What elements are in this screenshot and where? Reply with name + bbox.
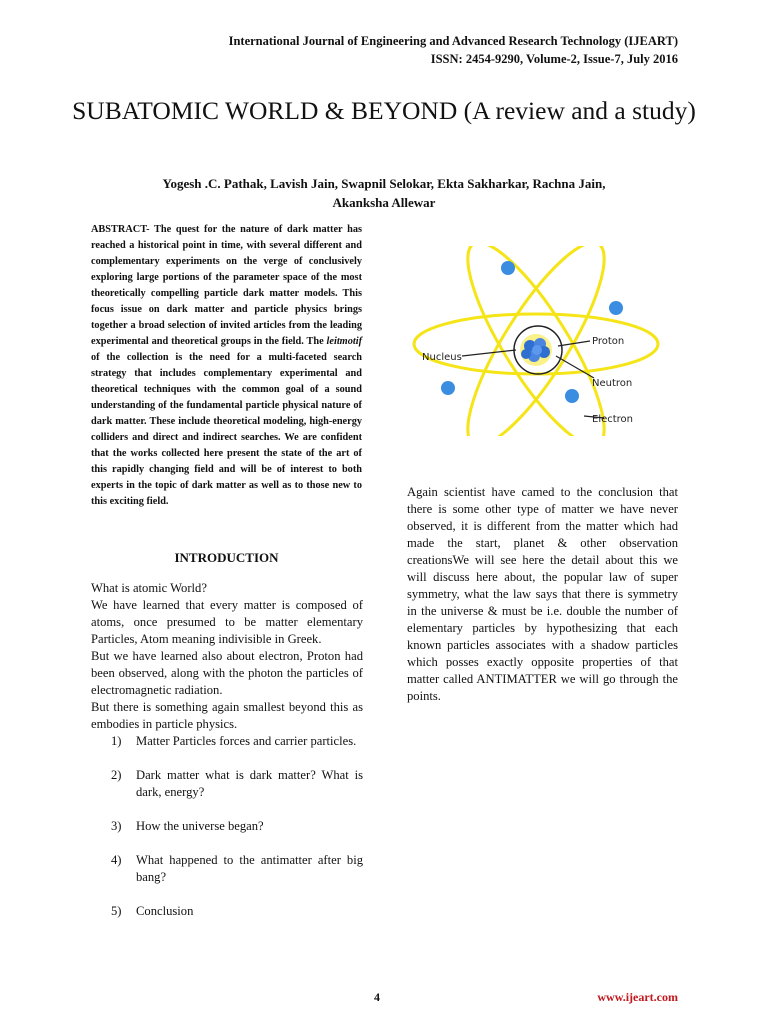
list-item-text: Conclusion bbox=[136, 904, 194, 918]
list-item-number: 1) bbox=[111, 734, 122, 748]
authors-line-2: Akanksha Allewar bbox=[332, 195, 436, 210]
neutron-label: Neutron bbox=[592, 378, 633, 389]
right-column-paragraph: Again scientist have camed to the conclusion that there is some other type of matter we have never observed, it is different from the matter which had made the start, planet & other observation creationsWe will see here the detail about this we will discuss here about, the popular law of super symmetry, what the law says that there is symmetry in the universe & must be i.e. double the number of elementary particles by hypothesizing that each known particles associates with a shadow particles which posses exactly opposite properties of that matter called ANTIMATTER we will go through the points. bbox=[407, 485, 678, 703]
introduction-body bbox=[91, 580, 363, 920]
electron-dot bbox=[501, 261, 515, 275]
list-item-number: 4) bbox=[111, 853, 122, 867]
page-number: 4 bbox=[374, 990, 380, 1004]
list-item bbox=[111, 733, 363, 750]
introduction-heading: INTRODUCTION bbox=[174, 550, 279, 565]
abstract-emphasis: leitmotif bbox=[326, 336, 362, 347]
electron-dot bbox=[441, 381, 455, 395]
intro-paragraph-1: What is atomic World? bbox=[91, 581, 207, 595]
journal-name: International Journal of Engineering and Advanced Research Technology (IJEART) bbox=[228, 34, 678, 48]
electron-dot bbox=[609, 301, 623, 315]
journal-header bbox=[229, 32, 678, 68]
paper-title: SUBATOMIC WORLD & BEYOND (A review and a study) bbox=[72, 96, 696, 125]
proton-label: Proton bbox=[592, 336, 625, 347]
list-item-number: 2) bbox=[111, 768, 122, 782]
intro-paragraph-3: But we have learned also about electron, Proton had been observed, along with the photon the particles of electromagnetic radiation. bbox=[91, 649, 363, 697]
topic-list bbox=[91, 733, 363, 920]
nucleus-label: Nucleus bbox=[422, 352, 462, 363]
journal-website-link[interactable]: www.ijeart.com bbox=[597, 990, 678, 1004]
list-item bbox=[111, 818, 363, 835]
list-item-text: How the universe began? bbox=[136, 819, 264, 833]
abstract-text-2: of the collection is the need for a multi-faceted search strategy that includes complementary experimental and theoretical techniques with the common goal of a sound understanding of the fundamental particle physical nature of dark matter. These include theoretical modeling, high-energy colliders and direct and indirect searches. We are confident that the works collected here present the state of the art of this rapidly changing field and will be of interest to both experts in the topic of dark matter as well as to those new to this exciting field. bbox=[91, 352, 362, 507]
authors-line-1: Yogesh .C. Pathak, Lavish Jain, Swapnil Selokar, Ekta Sakharkar, Rachna Jain, bbox=[162, 176, 606, 191]
abstract-text-1: ABSTRACT- The quest for the nature of dark matter has reached a historical point in time, with several different and complementary experiments on the verge of conclusively exploring large portions of the parameter space of the most theoretically compelling particle dark matter models. This focus issue on dark matter and particle physics brings together a broad selection of invited articles from the leading experimental and theoretical groups in the field. The bbox=[91, 224, 362, 347]
intro-paragraph-2: We have learned that every matter is composed of atoms, once presumed to be matter elementary Particles, Atom meaning indivisible in Greek. bbox=[91, 598, 363, 646]
list-item-text: What happened to the antimatter after big bang? bbox=[136, 853, 363, 884]
list-item-text: Matter Particles forces and carrier particles. bbox=[136, 734, 357, 748]
intro-paragraph-4: But there is something again smallest beyond this as embodies in particle physics. bbox=[91, 700, 363, 731]
electron-dot bbox=[565, 389, 579, 403]
list-item bbox=[111, 852, 363, 886]
list-item bbox=[111, 767, 363, 801]
journal-issn: ISSN: 2454-9290, Volume-2, Issue-7, July 2016 bbox=[430, 52, 678, 66]
abstract bbox=[91, 222, 362, 510]
electron-label: Electron bbox=[592, 414, 634, 425]
nucleus-cluster bbox=[520, 334, 552, 366]
list-item-text: Dark matter what is dark matter? What is dark, energy? bbox=[136, 768, 363, 799]
list-item bbox=[111, 903, 363, 920]
author-list bbox=[120, 174, 648, 212]
list-item-number: 3) bbox=[111, 819, 122, 833]
atom-diagram bbox=[404, 246, 668, 436]
list-item-number: 5) bbox=[111, 904, 122, 918]
